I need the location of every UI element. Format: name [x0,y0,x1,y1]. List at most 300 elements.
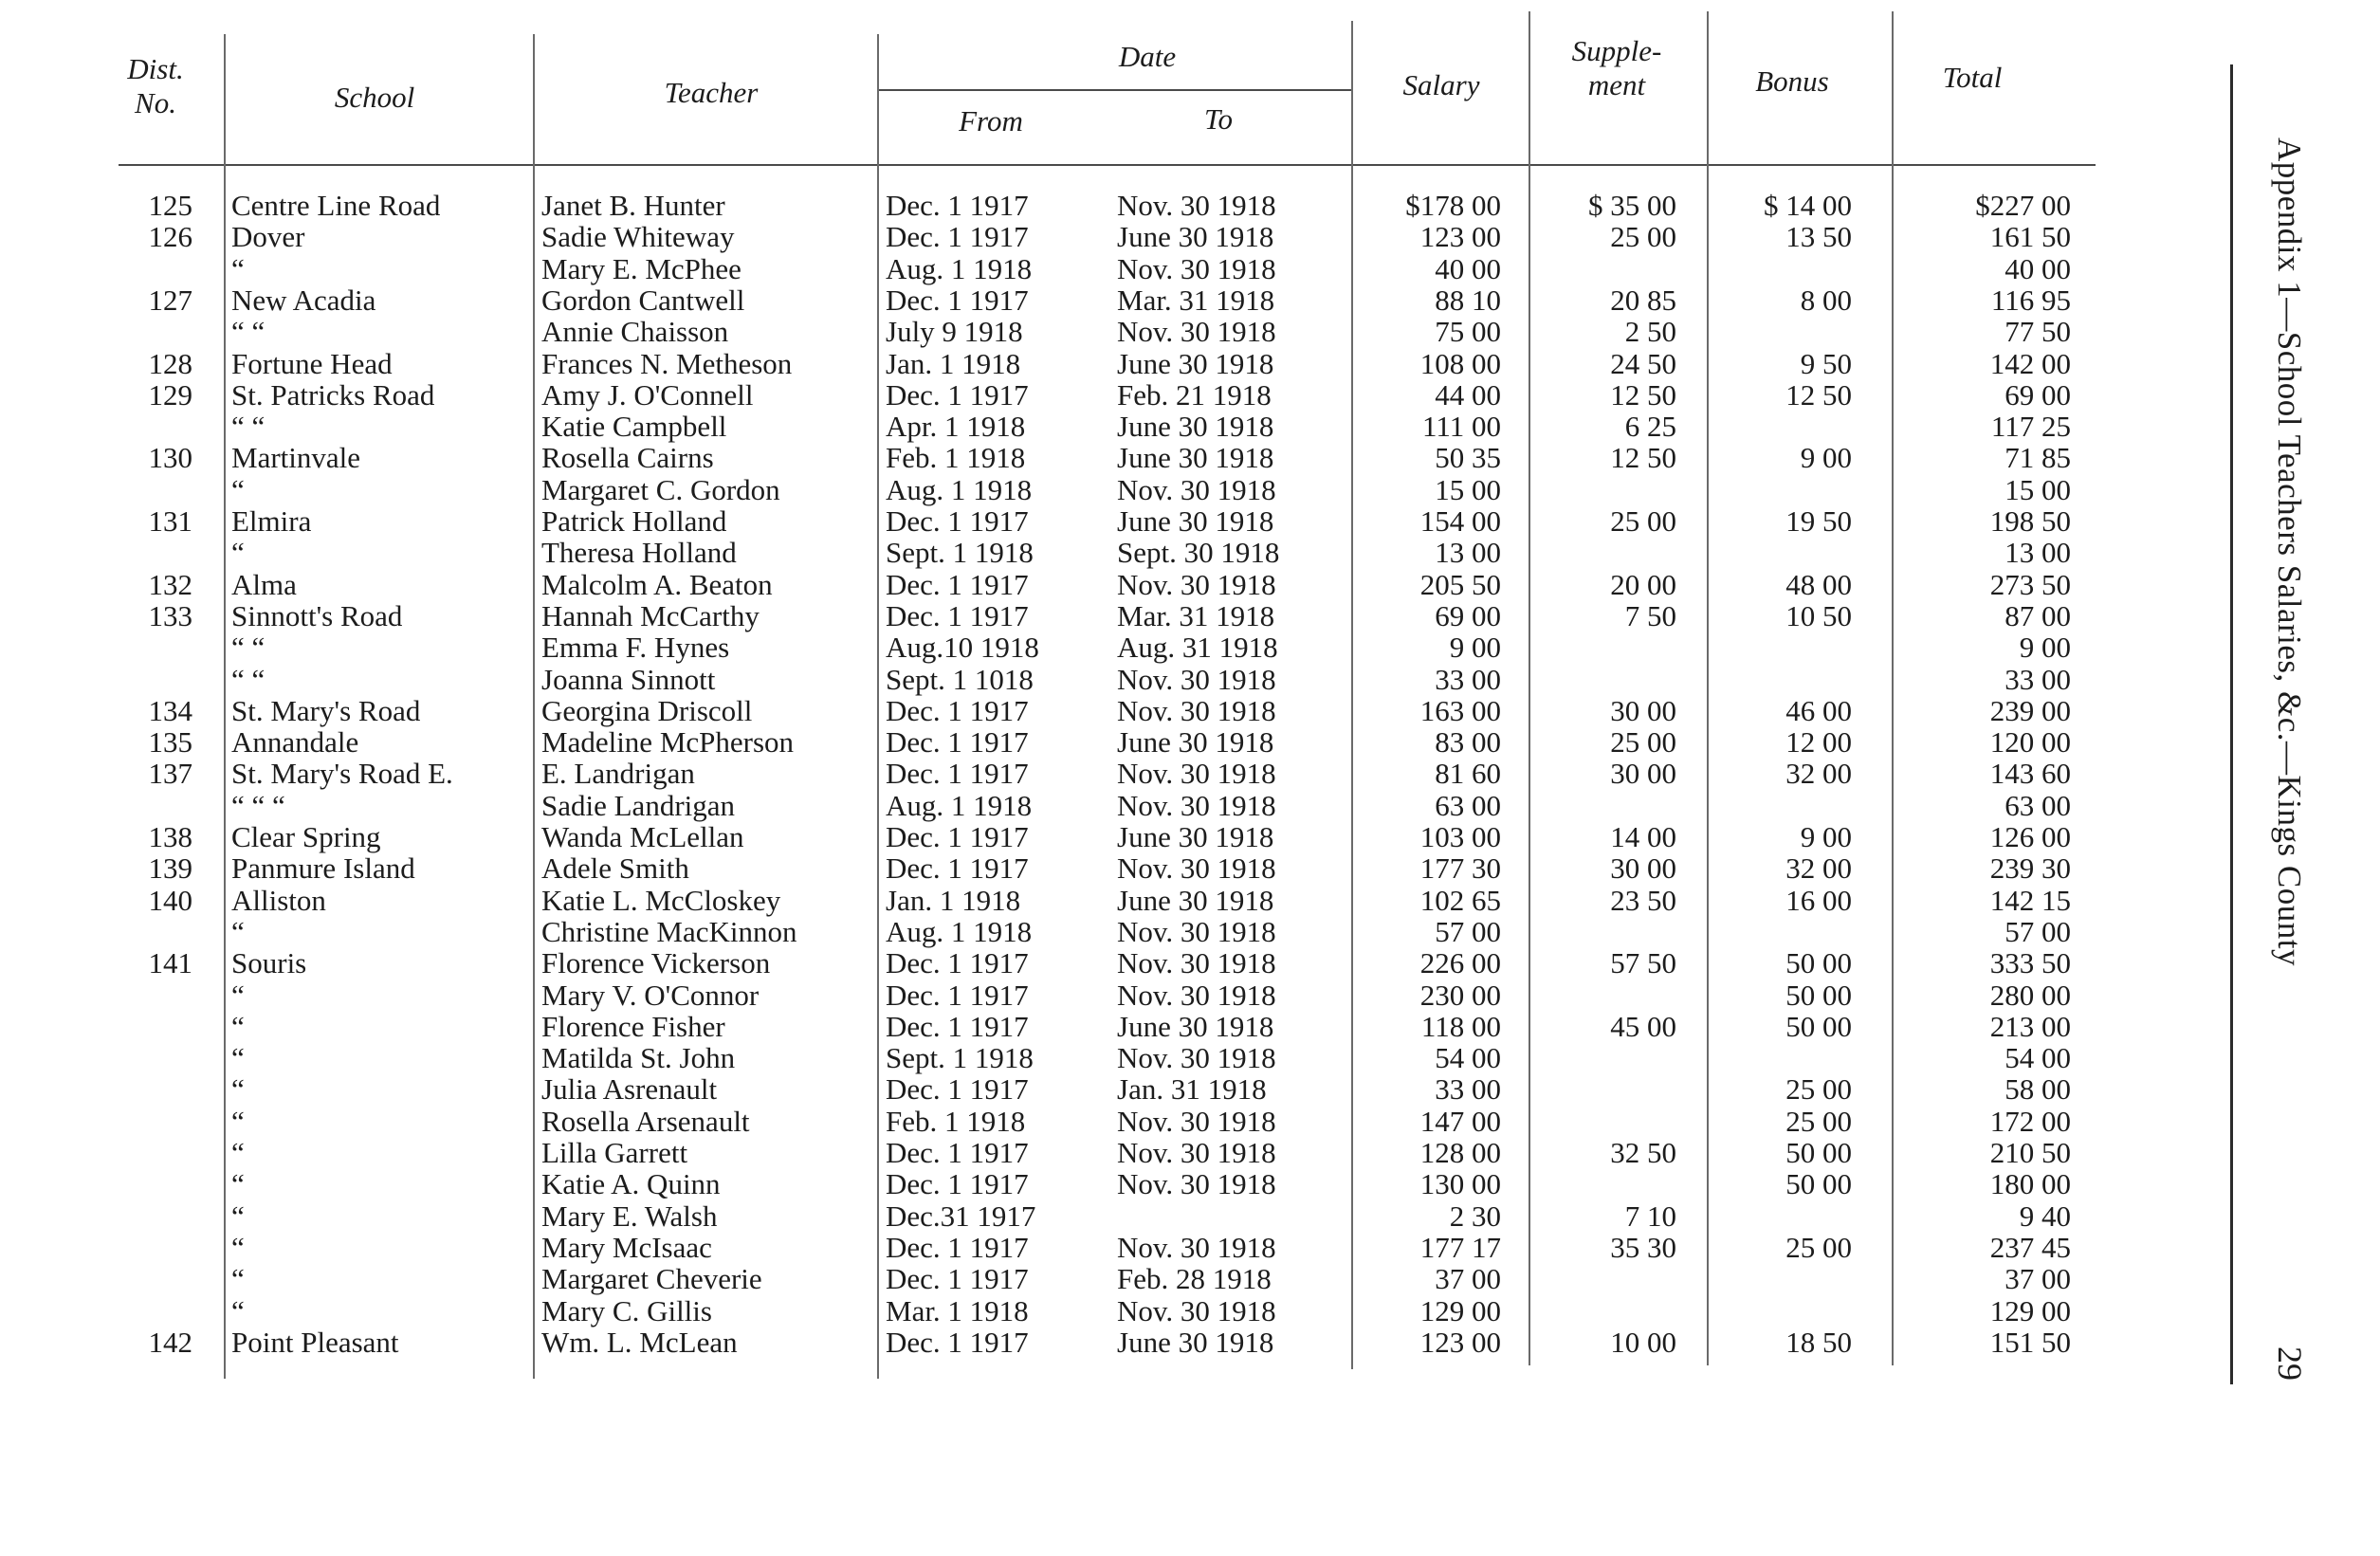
bonus-cell: 18 50 [1785,1326,1852,1359]
teacher-cell: Amy J. O'Connell [541,378,754,412]
header-salary: Salary [1402,68,1480,101]
total-cell: 142 15 [1989,884,2071,917]
date-from-cell: Aug. 1 1918 [886,473,1033,506]
date-to-cell: Nov. 30 1918 [1117,1167,1276,1200]
teacher-cell: Emma F. Hynes [541,631,730,664]
bonus-cell: 50 00 [1785,979,1852,1012]
total-cell: 71 85 [2005,441,2071,474]
date-from-cell: Dec. 1 1917 [886,979,1029,1012]
school-cell: “ [231,1041,245,1074]
date-to-cell: Nov. 30 1918 [1117,1294,1276,1327]
teacher-cell: Joanna Sinnott [541,663,716,696]
teacher-cell: Frances N. Metheson [541,347,793,380]
total-cell: 9 40 [2019,1199,2071,1233]
dist-no-cell: 134 [148,694,192,727]
total-cell: 210 50 [1989,1136,2071,1169]
teacher-cell: Katie A. Quinn [541,1167,721,1200]
date-to-cell: June 30 1918 [1117,884,1274,917]
column-rule [1529,11,1530,1365]
header-teacher: Teacher [664,76,759,109]
teacher-cell: Janet B. Hunter [541,189,725,222]
bonus-cell: 46 00 [1785,694,1852,727]
school-cell: “ [231,1105,245,1138]
header-dist-no-text: Dist. No. [127,52,184,119]
school-cell: “ “ [231,631,265,664]
teacher-cell: Katie L. McCloskey [541,884,781,917]
total-cell: 239 30 [1989,851,2071,885]
column-rule [1351,21,1353,1369]
school-cell: Clear Spring [231,820,381,853]
date-to-cell: Nov. 30 1918 [1117,473,1276,506]
school-cell: “ “ [231,410,265,443]
date-to-cell: Nov. 30 1918 [1117,789,1276,822]
supplement-cell: 25 00 [1610,725,1676,759]
school-cell: “ [231,1262,245,1295]
supplement-cell: 2 50 [1624,315,1676,348]
column-rule [533,34,535,1379]
header-date-to: To [1204,102,1233,136]
total-cell: 143 60 [1989,757,2071,790]
total-cell: 180 00 [1989,1167,2071,1200]
bonus-cell: 50 00 [1785,1167,1852,1200]
date-from-cell: Dec. 1 1917 [886,378,1029,412]
total-cell: $227 00 [1975,189,2071,222]
salary-cell: 205 50 [1419,568,1501,601]
bonus-cell: 25 00 [1785,1231,1852,1264]
date-from-cell: Jan. 1 1918 [886,347,1021,380]
date-to-cell: Nov. 30 1918 [1117,851,1276,885]
total-cell: 33 00 [2005,663,2071,696]
school-cell: “ [231,1294,245,1327]
teacher-cell: Mary E. Walsh [541,1199,718,1233]
supplement-cell: 6 25 [1624,410,1676,443]
date-from-cell: Dec. 1 1917 [886,284,1029,317]
date-from-cell: Aug. 1 1918 [886,252,1033,285]
date-from-cell: Apr. 1 1918 [886,410,1026,443]
total-cell: 142 00 [1989,347,2071,380]
total-cell: 280 00 [1989,979,2071,1012]
header-school: School [334,81,415,114]
dist-no-cell: 138 [148,820,192,853]
date-from-cell: Dec. 1 1917 [886,599,1029,632]
salary-cell: 33 00 [1435,1072,1501,1106]
salary-cell: 103 00 [1419,820,1501,853]
salary-cell: 130 00 [1419,1167,1501,1200]
date-to-cell: Nov. 30 1918 [1117,757,1276,790]
supplement-cell: 12 50 [1610,378,1676,412]
total-cell: 9 00 [2019,631,2071,664]
bonus-cell: 25 00 [1785,1105,1852,1138]
bonus-cell: 13 50 [1785,220,1852,253]
bonus-cell: 50 00 [1785,946,1852,979]
total-cell: 333 50 [1989,946,2071,979]
salary-cell: 102 65 [1419,884,1501,917]
date-from-cell: Aug. 1 1918 [886,915,1033,948]
school-cell: “ [231,1136,245,1169]
dist-no-cell: 141 [148,946,192,979]
date-to-cell: June 30 1918 [1117,1326,1274,1359]
supplement-cell: 57 50 [1610,946,1676,979]
running-title [2271,137,2308,1199]
teacher-cell: Matilda St. John [541,1041,736,1074]
date-from-cell: Dec. 1 1917 [886,820,1029,853]
date-from-cell: Jan. 1 1918 [886,884,1021,917]
total-cell: 13 00 [2005,536,2071,569]
dist-no-cell: 125 [148,189,192,222]
date-from-cell: Dec. 1 1917 [886,1010,1029,1043]
date-to-cell: Nov. 30 1918 [1117,1105,1276,1138]
date-to-cell: Sept. 30 1918 [1117,536,1280,569]
dist-no-cell: 129 [148,378,192,412]
date-to-cell: June 30 1918 [1117,220,1274,253]
date-from-cell: Dec. 1 1917 [886,1167,1029,1200]
date-to-cell: Nov. 30 1918 [1117,694,1276,727]
dist-no-cell: 131 [148,504,192,538]
salary-cell: 123 00 [1419,220,1501,253]
supplement-cell: 20 85 [1610,284,1676,317]
date-from-cell: Aug. 1 1918 [886,789,1033,822]
supplement-cell: 35 30 [1610,1231,1676,1264]
date-from-cell: Dec. 1 1917 [886,757,1029,790]
supplement-cell: 25 00 [1610,220,1676,253]
date-from-cell: Dec. 1 1917 [886,851,1029,885]
teacher-cell: Christine MacKinnon [541,915,797,948]
teacher-cell: Hannah McCarthy [541,599,760,632]
page-number [2271,1346,2312,1403]
date-to-cell: Nov. 30 1918 [1117,1136,1276,1169]
school-cell: “ [231,473,245,506]
bonus-cell: 32 00 [1785,851,1852,885]
teacher-cell: Sadie Whiteway [541,220,735,253]
school-cell: “ [231,915,245,948]
bonus-cell: 9 00 [1800,441,1852,474]
teacher-cell: Patrick Holland [541,504,727,538]
supplement-cell: 23 50 [1610,884,1676,917]
date-from-cell: Dec. 1 1917 [886,1262,1029,1295]
school-cell: “ “ [231,663,265,696]
bonus-cell: 16 00 [1785,884,1852,917]
school-cell: Alliston [231,884,326,917]
bonus-cell: 12 00 [1785,725,1852,759]
salary-cell: 226 00 [1419,946,1501,979]
date-to-cell: Nov. 30 1918 [1117,915,1276,948]
school-cell: Panmure Island [231,851,415,885]
total-cell: 237 45 [1989,1231,2071,1264]
header-bonus: Bonus [1755,64,1829,98]
salary-cell: 57 00 [1435,915,1501,948]
bonus-cell: 10 50 [1785,599,1852,632]
total-cell: 37 00 [2005,1262,2071,1295]
date-from-cell: Dec. 1 1917 [886,946,1029,979]
salary-cell: 111 00 [1422,410,1501,443]
date-to-cell: June 30 1918 [1117,347,1274,380]
header-date-from: From [959,104,1023,137]
supplement-cell: 7 50 [1624,599,1676,632]
date-to-cell: Mar. 31 1918 [1117,599,1275,632]
date-to-cell: Nov. 30 1918 [1117,1231,1276,1264]
salary-cell: 147 00 [1419,1105,1501,1138]
salary-cell: 177 17 [1419,1231,1501,1264]
school-cell: Annandale [231,725,359,759]
teacher-cell: Florence Vickerson [541,946,771,979]
school-cell: “ [231,1231,245,1264]
school-cell: Souris [231,946,307,979]
salary-cell: 54 00 [1435,1041,1501,1074]
header-underline [119,164,2096,166]
salary-cell: 2 30 [1449,1199,1501,1233]
salary-cell: 50 35 [1435,441,1501,474]
school-cell: Sinnott's Road [231,599,403,632]
supplement-cell: 30 00 [1610,757,1676,790]
column-rule [1707,11,1709,1365]
total-cell: 151 50 [1989,1326,2071,1359]
date-from-cell: Dec.31 1917 [886,1199,1036,1233]
header-date: Date [1118,40,1177,73]
school-cell: “ [231,1167,245,1200]
total-cell: 58 00 [2005,1072,2071,1106]
salary-cell: 177 30 [1419,851,1501,885]
salary-cell: 83 00 [1435,725,1501,759]
supplement-cell: 24 50 [1610,347,1676,380]
date-to-cell: Nov. 30 1918 [1117,315,1276,348]
total-cell: 87 00 [2005,599,2071,632]
dist-no-cell: 132 [148,568,192,601]
bonus-cell: 8 00 [1800,284,1852,317]
salary-cell: 37 00 [1435,1262,1501,1295]
total-cell: 117 25 [1990,410,2071,443]
supplement-cell: $ 35 00 [1588,189,1676,222]
dist-no-cell: 130 [148,441,192,474]
school-cell: Point Pleasant [231,1326,399,1359]
dist-no-cell: 139 [148,851,192,885]
date-to-cell: Nov. 30 1918 [1117,189,1276,222]
teacher-cell: Rosella Arsenault [541,1105,750,1138]
salary-cell: 69 00 [1435,599,1501,632]
running-title-text: Appendix 1—School Teachers Salaries, &c.—Kings County [2271,137,2308,966]
teacher-cell: Sadie Landrigan [541,789,736,822]
bonus-cell: 25 00 [1785,1072,1852,1106]
column-rule [1892,11,1894,1365]
salary-cell: 128 00 [1419,1136,1501,1169]
teacher-cell: Adele Smith [541,851,689,885]
salary-cell: 108 00 [1419,347,1501,380]
teacher-cell: Annie Chaisson [541,315,729,348]
total-cell: 129 00 [1989,1294,2071,1327]
salary-cell: 40 00 [1435,252,1501,285]
teacher-cell: Lilla Garrett [541,1136,688,1169]
school-cell: “ “ [231,315,265,348]
salary-cell: 163 00 [1419,694,1501,727]
school-cell: Alma [231,568,297,601]
date-from-cell: Feb. 1 1918 [886,441,1026,474]
header-total: Total [1942,61,2003,94]
school-cell: “ [231,252,245,285]
bonus-cell: 32 00 [1785,757,1852,790]
salary-cell: 13 00 [1435,536,1501,569]
supplement-cell: 30 00 [1610,851,1676,885]
date-from-cell: Mar. 1 1918 [886,1294,1029,1327]
supplement-cell: 25 00 [1610,504,1676,538]
teacher-cell: Mary V. O'Connor [541,979,760,1012]
date-from-cell: Sept. 1 1918 [886,536,1034,569]
school-cell: Martinvale [231,441,361,474]
teacher-cell: Georgina Driscoll [541,694,753,727]
date-to-cell: June 30 1918 [1117,725,1274,759]
total-cell: 63 00 [2005,789,2071,822]
date-from-cell: Sept. 1 1918 [886,1041,1034,1074]
total-cell: 161 50 [1989,220,2071,253]
total-cell: 57 00 [2005,915,2071,948]
bonus-cell: 9 00 [1800,820,1852,853]
bonus-cell: 12 50 [1785,378,1852,412]
date-to-cell: Nov. 30 1918 [1117,1041,1276,1074]
date-from-cell: Dec. 1 1917 [886,1326,1029,1359]
dist-no-cell: 128 [148,347,192,380]
teacher-cell: Mary McIsaac [541,1231,712,1264]
supplement-cell: 12 50 [1610,441,1676,474]
bonus-cell: $ 14 00 [1764,189,1852,222]
date-from-cell: Dec. 1 1917 [886,568,1029,601]
salary-cell: 154 00 [1419,504,1501,538]
bonus-cell: 19 50 [1785,504,1852,538]
date-from-cell: Dec. 1 1917 [886,1072,1029,1106]
total-cell: 40 00 [2005,252,2071,285]
date-from-cell: Dec. 1 1917 [886,220,1029,253]
school-cell: St. Mary's Road E. [231,757,453,790]
salary-cell: 230 00 [1419,979,1501,1012]
date-to-cell: Feb. 28 1918 [1117,1262,1272,1295]
dist-no-cell: 140 [148,884,192,917]
dist-no-cell: 142 [148,1326,192,1359]
total-cell: 213 00 [1989,1010,2071,1043]
date-to-cell: June 30 1918 [1117,820,1274,853]
teacher-cell: E. Landrigan [541,757,695,790]
school-cell: St. Mary's Road [231,694,421,727]
dist-no-cell: 127 [148,284,192,317]
supplement-cell: 10 00 [1610,1326,1676,1359]
teacher-cell: Malcolm A. Beaton [541,568,773,601]
school-cell: “ “ “ [231,789,285,822]
header-dist-no [112,52,199,119]
teacher-cell: Florence Fisher [541,1010,725,1043]
salary-cell: 9 00 [1449,631,1501,664]
date-to-cell: Aug. 31 1918 [1117,631,1278,664]
salary-cell: 81 60 [1435,757,1501,790]
salary-cell: 123 00 [1419,1326,1501,1359]
teacher-cell: Rosella Cairns [541,441,714,474]
date-from-cell: July 9 1918 [886,315,1023,348]
date-to-cell: Nov. 30 1918 [1117,663,1276,696]
salary-cell: 44 00 [1435,378,1501,412]
supplement-cell: 30 00 [1610,694,1676,727]
salary-cell: 75 00 [1435,315,1501,348]
supplement-cell: 14 00 [1610,820,1676,853]
date-from-cell: Dec. 1 1917 [886,694,1029,727]
bonus-cell: 48 00 [1785,568,1852,601]
supplement-cell: 7 10 [1624,1199,1676,1233]
date-from-cell: Sept. 1 1018 [886,663,1034,696]
date-subheader-rule [877,89,1351,91]
salary-cell: 63 00 [1435,789,1501,822]
salary-cell: $178 00 [1405,189,1501,222]
total-cell: 126 00 [1989,820,2071,853]
salary-cell: 33 00 [1435,663,1501,696]
date-to-cell: Nov. 30 1918 [1117,946,1276,979]
teacher-cell: Katie Campbell [541,410,727,443]
salary-cell: 15 00 [1435,473,1501,506]
teacher-cell: Julia Asrenault [541,1072,718,1106]
teacher-cell: Mary E. McPhee [541,252,741,285]
school-cell: Centre Line Road [231,189,441,222]
teacher-cell: Wm. L. McLean [541,1326,738,1359]
teacher-cell: Madeline McPherson [541,725,795,759]
header-supplement: Supple- ment [1571,34,1662,101]
date-from-cell: Feb. 1 1918 [886,1105,1026,1138]
total-cell: 77 50 [2005,315,2071,348]
school-cell: Fortune Head [231,347,393,380]
page-number-text: 29 [2271,1346,2309,1381]
teacher-cell: Theresa Holland [541,536,737,569]
teacher-cell: Margaret Cheverie [541,1262,762,1295]
total-cell: 198 50 [1989,504,2071,538]
teacher-cell: Wanda McLellan [541,820,744,853]
total-cell: 54 00 [2005,1041,2071,1074]
supplement-cell: 45 00 [1610,1010,1676,1043]
teacher-cell: Margaret C. Gordon [541,473,780,506]
date-to-cell: Mar. 31 1918 [1117,284,1275,317]
date-from-cell: Aug.10 1918 [886,631,1039,664]
salary-cell: 118 00 [1420,1010,1501,1043]
page-edge-rule [2230,64,2233,1384]
school-cell: “ [231,979,245,1012]
total-cell: 239 00 [1989,694,2071,727]
supplement-cell: 20 00 [1610,568,1676,601]
salary-cell: 129 00 [1419,1294,1501,1327]
school-cell: “ [231,1072,245,1106]
school-cell: “ [231,1199,245,1233]
school-cell: “ [231,1010,245,1043]
date-to-cell: Jan. 31 1918 [1117,1072,1267,1106]
school-cell: St. Patricks Road [231,378,435,412]
total-cell: 120 00 [1989,725,2071,759]
date-from-cell: Dec. 1 1917 [886,504,1029,538]
teacher-cell: Mary C. Gillis [541,1294,712,1327]
date-to-cell: Nov. 30 1918 [1117,568,1276,601]
total-cell: 15 00 [2005,473,2071,506]
date-to-cell: June 30 1918 [1117,1010,1274,1043]
date-from-cell: Dec. 1 1917 [886,1231,1029,1264]
bonus-cell: 50 00 [1785,1136,1852,1169]
dist-no-cell: 126 [148,220,192,253]
date-to-cell: June 30 1918 [1117,504,1274,538]
date-to-cell: June 30 1918 [1117,441,1274,474]
column-rule [877,34,879,1379]
date-to-cell: June 30 1918 [1117,410,1274,443]
total-cell: 273 50 [1989,568,2071,601]
school-cell: Dover [231,220,305,253]
date-to-cell: Feb. 21 1918 [1117,378,1272,412]
date-from-cell: Dec. 1 1917 [886,1136,1029,1169]
teacher-cell: Gordon Cantwell [541,284,745,317]
total-cell: 69 00 [2005,378,2071,412]
dist-no-cell: 133 [148,599,192,632]
date-from-cell: Dec. 1 1917 [886,725,1029,759]
salary-cell: 88 10 [1435,284,1501,317]
bonus-cell: 9 50 [1800,347,1852,380]
bonus-cell: 50 00 [1785,1010,1852,1043]
dist-no-cell: 137 [148,757,192,790]
total-cell: 172 00 [1989,1105,2071,1138]
